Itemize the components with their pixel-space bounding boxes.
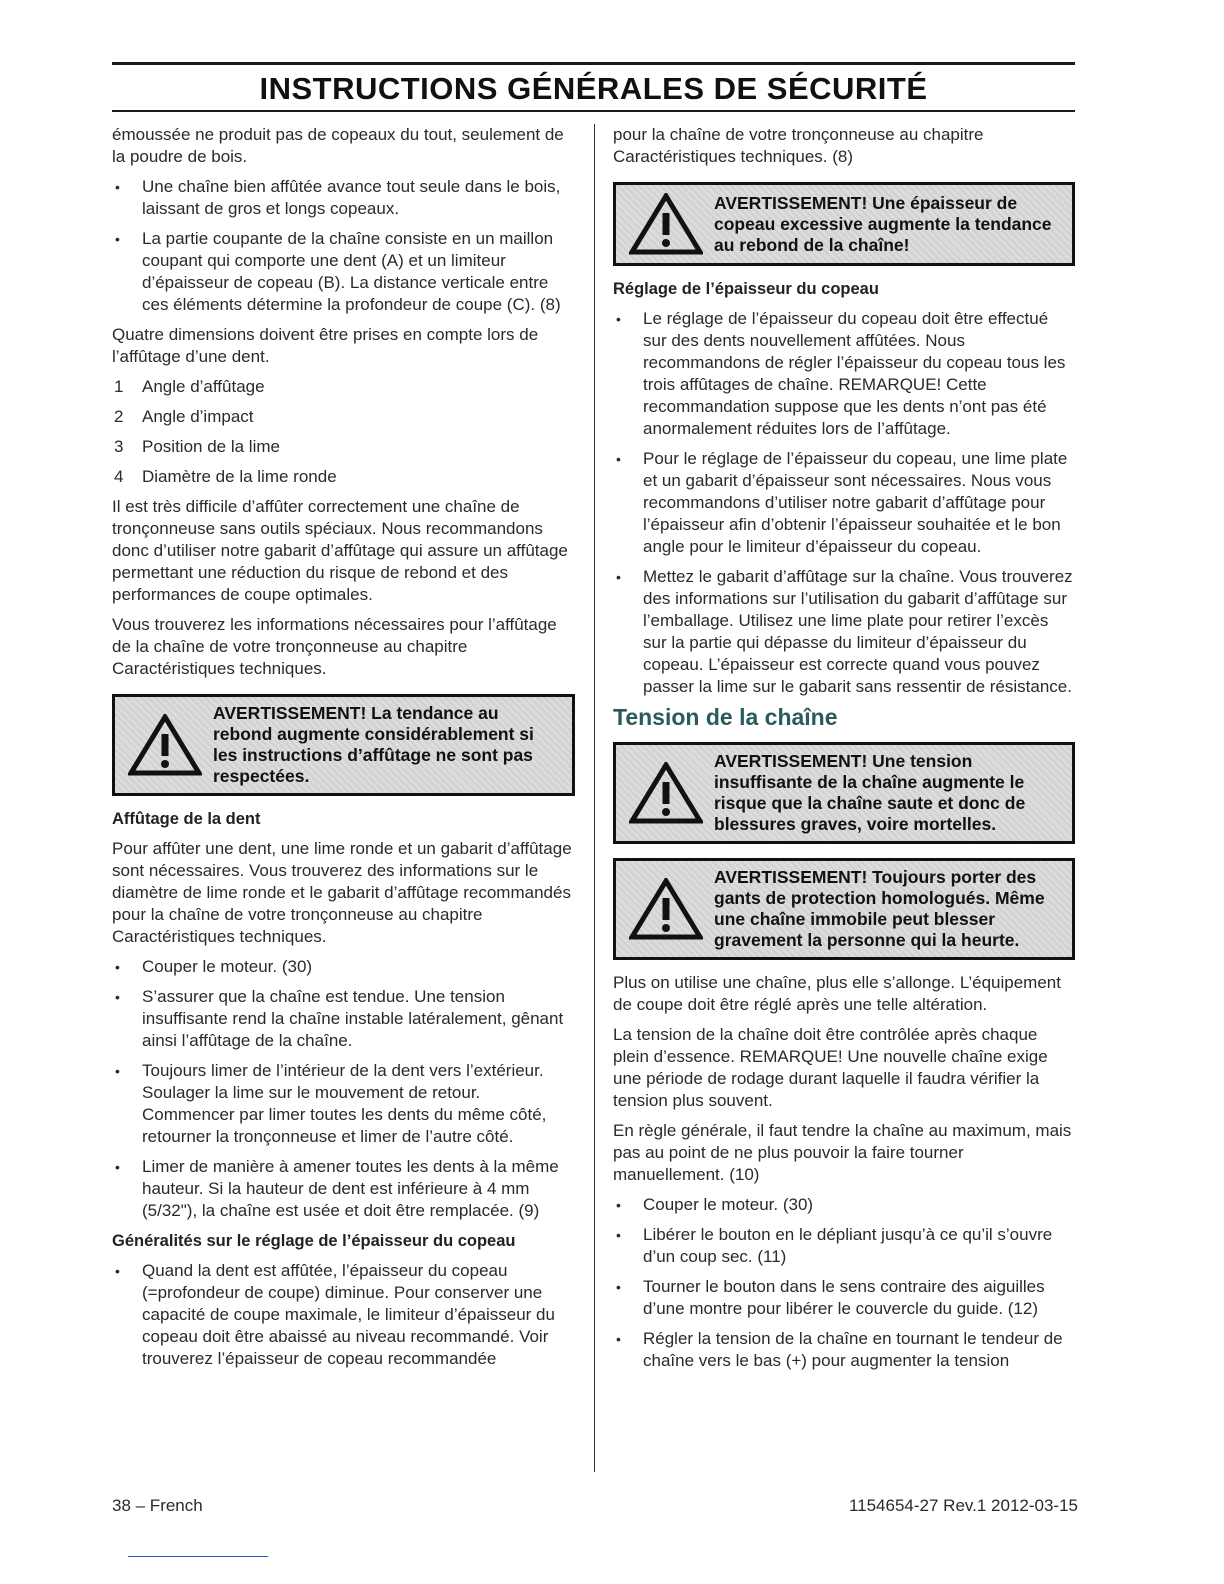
warning-text: AVERTISSEMENT! Une tension insuffisante de la chaîne augmente le risque que la chaîne saute et donc de blessures graves, voire mortelles. <box>714 751 1026 834</box>
list-text: Angle d’impact <box>142 407 254 426</box>
warning-triangle-icon <box>125 712 205 778</box>
list-item: • Limer de manière à amener toutes les dents à la même hauteur. Si la hauteur de dent est inférieure à 4 mm (5/32"), la chaîne est usée et doit être remplacée. (9) <box>112 1156 575 1222</box>
list-item: • Régler la tension de la chaîne en tournant le tendeur de chaîne vers le bas (+) pour augmenter la tension <box>613 1328 1075 1372</box>
header-rule-bottom <box>112 110 1075 112</box>
warning-box <box>613 182 1075 266</box>
section-title: Tension de la chaîne <box>613 704 838 730</box>
bullet-list <box>112 956 575 1222</box>
bullet-list <box>112 1260 575 1370</box>
paragraph: pour la chaîne de votre tronçonneuse au chapitre Caractéristiques techniques. (8) <box>613 125 984 166</box>
list-number: 3 <box>114 437 124 456</box>
list-item: • Couper le moteur. (30) <box>112 956 575 978</box>
list-item <box>112 376 575 398</box>
warning-triangle-icon <box>626 876 706 942</box>
list-item: • La partie coupante de la chaîne consiste en un maillon coupant qui comporte une dent (A) et un limiteur d’épaisseur de copeau (B). La distance verticale entre ces éléments détermine la profondeur de coupe (C). (8) <box>112 228 575 316</box>
paragraph: Vous trouverez les informations nécessaires pour l’affûtage de la chaîne de votre tronçonneuse au chapitre Caractéristiques techniques. <box>112 615 557 678</box>
list-item: • Pour le réglage de l’épaisseur du copeau, une lime plate et un gabarit d’épaisseur sont nécessaires. Nous vous recommandons d’utiliser notre gabarit d’affûtage pour l’épaisseur afin d’obtenir l’épaisseur souhaitée et le bon angle pour le limiteur d’épaisseur du copeau. <box>613 448 1075 558</box>
paragraph: Quatre dimensions doivent être prises en compte lors de l’affûtage d’une dent. <box>112 325 539 366</box>
footer-link-underline <box>128 1556 268 1557</box>
paragraph: En règle générale, il faut tendre la chaîne au maximum, mais pas au point de ne plus pouvoir la faire tourner manuellement. (10) <box>613 1121 1072 1184</box>
paragraph: Pour affûter une dent, une lime ronde et un gabarit d’affûtage sont nécessaires. Vous trouverez des informations sur le diamètre de lime ronde et le gabarit d’affûtage recommandés pour la chaîne de votre tronçonneuse au chapitre Caractéristiques techniques. <box>112 839 572 946</box>
subheading: Généralités sur le réglage de l’épaisseur du copeau <box>112 1232 516 1250</box>
warning-triangle-icon <box>626 760 706 826</box>
left-column <box>112 124 575 1378</box>
list-item: • Libérer le bouton en le dépliant jusqu’à ce qu’il s’ouvre d’un coup sec. (11) <box>613 1224 1075 1268</box>
warning-text: AVERTISSEMENT! Une épaisseur de copeau excessive augmente la tendance au rebond de la chaîne! <box>714 192 1052 255</box>
warning-text: AVERTISSEMENT! La tendance au rebond augmente considérablement si les instructions d’affûtage ne sont pas respectées. <box>213 703 534 786</box>
list-item: • Toujours limer de l’intérieur de la dent vers l’extérieur. Soulager la lime sur le mouvement de retour. Commencer par limer toutes les dents du même côté, retourner la tronçonneuse et limer de l’autre côté. <box>112 1060 575 1148</box>
warning-box <box>112 694 575 796</box>
list-number: 4 <box>114 467 124 486</box>
warning-box <box>613 742 1075 844</box>
list-item: • S’assurer que la chaîne est tendue. Une tension insuffisante rend la chaîne instable latéralement, gênant ainsi l’affûtage de la chaîne. <box>112 986 575 1052</box>
warning-box <box>613 858 1075 960</box>
subheading: Réglage de l’épaisseur du copeau <box>613 280 879 298</box>
paragraph: Plus on utilise une chaîne, plus elle s’allonge. L’équipement de coupe doit être réglé après une telle altération. <box>613 973 1061 1014</box>
warning-triangle-icon <box>626 191 706 257</box>
list-item: • Une chaîne bien affûtée avance tout seule dans le bois, laissant de gros et longs copeaux. <box>112 176 575 220</box>
column-divider <box>594 124 595 1472</box>
list-number: 2 <box>114 407 124 426</box>
list-text: Diamètre de la lime ronde <box>142 467 337 486</box>
bullet-list <box>613 1194 1075 1372</box>
page-number: 38 – French <box>112 1496 203 1515</box>
paragraph: émoussée ne produit pas de copeaux du tout, seulement de la poudre de bois. <box>112 125 564 166</box>
numbered-list <box>112 376 575 488</box>
warning-text: AVERTISSEMENT! Toujours porter des gants de protection homologués. Même une chaîne immobile peut blesser gravement la personne qui la heurte. <box>714 867 1045 950</box>
list-item <box>112 406 575 428</box>
list-text: Position de la lime <box>142 437 280 456</box>
paragraph: Il est très difficile d’affûter correctement une chaîne de tronçonneuse sans outils spéciaux. Nous recommandons donc d’utiliser notre gabarit d’affûtage qui assure un affûtage permettant une réduction du risque de rebond et des performances de coupe optimales. <box>112 497 568 604</box>
list-item: • Mettez le gabarit d’affûtage sur la chaîne. Vous trouverez des informations sur l’utilisation du gabarit d’affûtage sur l’emballage. Utilisez une lime plate pour retirer l’excès sur la partie qui dépasse du limiteur d’épaisseur du copeau. L’épaisseur est correcte quand vous pouvez passer la lime sur le gabarit sans ressentir de résistance. <box>613 566 1075 698</box>
document-reference: 1154654-27 Rev.1 2012-03-15 <box>848 1496 1078 1515</box>
list-item: • Tourner le bouton dans le sens contraire des aiguilles d’une montre pour libérer le couvercle du guide. (12) <box>613 1276 1075 1320</box>
list-item: • Quand la dent est affûtée, l’épaisseur du copeau (=profondeur de coupe) diminue. Pour conserver une capacité de coupe maximale, le limiteur d’épaisseur du copeau doit être abaissé au niveau recommandé. Voir trouverez l’épaisseur de copeau recommandée <box>112 1260 575 1370</box>
bullet-list <box>112 176 575 316</box>
paragraph: La tension de la chaîne doit être contrôlée après chaque plein d’essence. REMARQUE! Une nouvelle chaîne exige une période de rodage durant laquelle il faudra vérifier la tension plus souvent. <box>613 1025 1048 1110</box>
list-item <box>112 436 575 458</box>
bullet-list <box>613 308 1075 698</box>
right-column <box>613 124 1075 1380</box>
list-item: • Couper le moteur. (30) <box>613 1194 1075 1216</box>
subheading: Affûtage de la dent <box>112 810 261 828</box>
list-text: Angle d’affûtage <box>142 377 265 396</box>
header-rule-top <box>112 62 1075 65</box>
list-item: • Le réglage de l’épaisseur du copeau doit être effectué sur des dents nouvellement affûtées. Nous recommandons de régler l’épaisseur du copeau tous les trois affûtages de chaîne. REMARQUE! Cette recommandation suppose que les dents n’ont pas été anormalement réduites lors de l’affûtage. <box>613 308 1075 440</box>
page-title: INSTRUCTIONS GÉNÉRALES DE SÉCURITÉ <box>259 71 928 106</box>
list-number: 1 <box>114 377 124 396</box>
list-item <box>112 466 575 488</box>
